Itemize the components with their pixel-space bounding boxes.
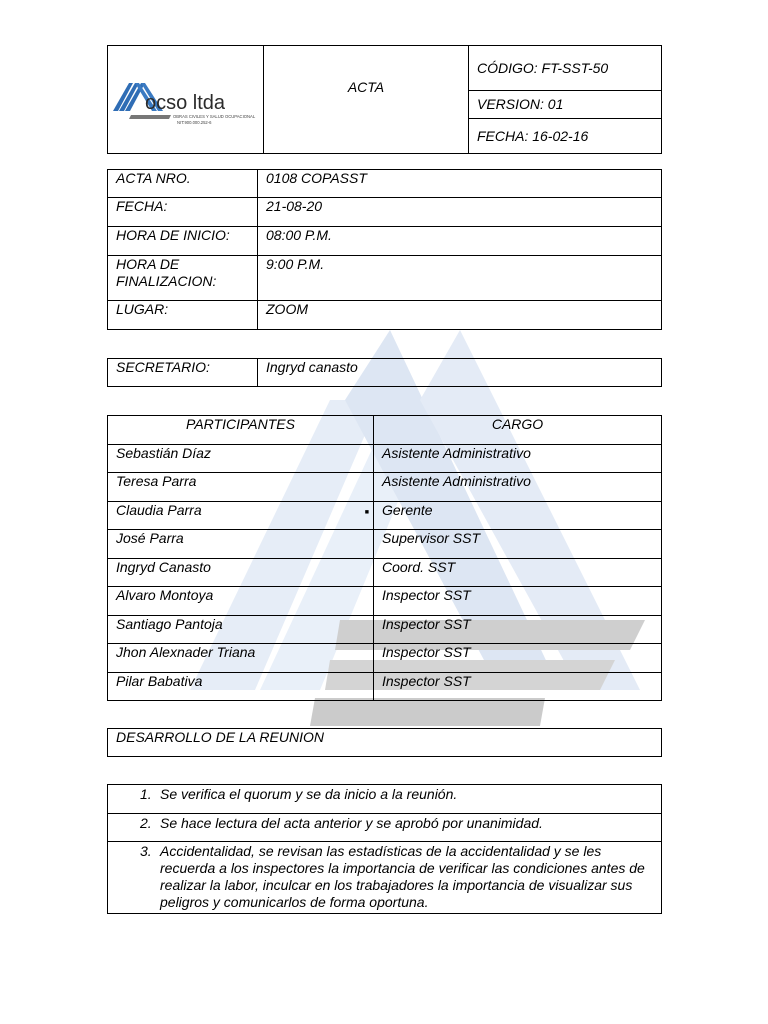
participant-name: Santiago Pantoja [108, 615, 374, 644]
info-value: 9:00 P.M. [258, 256, 662, 301]
column-header-cargo: CARGO [374, 416, 662, 445]
info-label: LUGAR: [108, 301, 258, 330]
item-text: Accidentalidad, se revisan las estadísticas de la accidentalidad y se les recuerda a los inspectores la importancia de verificar las condiciones antes de realizar la labor, inculcar en los trabajadores la importancia de visualizar sus peligros y comunicarlos de forma oportuna. [160, 843, 645, 910]
participant-name: Pilar Babativa [108, 672, 374, 701]
table-row [108, 558, 662, 587]
column-header-participants: PARTICIPANTES [108, 416, 374, 445]
item-number: 3. [140, 843, 152, 859]
table-row [108, 444, 662, 473]
agenda-item [108, 785, 662, 814]
participant-cargo: Inspector SST [374, 672, 662, 701]
secretary-label: SECRETARIO: [108, 359, 258, 387]
development-section [107, 728, 662, 757]
logo-nit: NIT:900.000.252-6 [176, 119, 211, 125]
table-row [108, 359, 662, 387]
item-text: Se verifica el quorum y se da inicio a la reunión. [160, 786, 458, 802]
participant-cargo: Inspector SST [374, 587, 662, 616]
table-row [108, 615, 662, 644]
table-row [108, 473, 662, 502]
info-label: HORA DE FINALIZACION: [108, 256, 258, 301]
participant-name: Teresa Parra [108, 473, 374, 502]
document-code: CÓDIGO: FT-SST-50 [469, 46, 662, 91]
logo-cell [108, 46, 264, 154]
participant-cargo: Gerente [374, 501, 662, 530]
participant-name: José Parra [108, 530, 374, 559]
info-value: 08:00 P.M. [258, 227, 662, 256]
section-title: DESARROLLO DE LA REUNION [108, 729, 662, 757]
participant-name: Claudia Parra [116, 501, 202, 518]
table-header-row [108, 416, 662, 445]
participant-cargo: Inspector SST [374, 644, 662, 673]
table-row [108, 644, 662, 673]
agenda-item [108, 814, 662, 842]
table-row [108, 814, 662, 842]
participants-table [107, 415, 662, 701]
table-row [108, 256, 662, 301]
table-row [108, 501, 662, 530]
table-row [108, 227, 662, 256]
participant-cargo: Coord. SST [374, 558, 662, 587]
participant-cargo: Asistente Administrativo [374, 473, 662, 502]
agenda-item [108, 842, 662, 914]
secretary-value: Ingryd canasto [258, 359, 662, 387]
document-header [107, 45, 662, 154]
info-label: FECHA: [108, 198, 258, 227]
agenda-points-table [107, 784, 662, 914]
table-row [108, 170, 662, 198]
table-row [108, 198, 662, 227]
logo-tagline: OBRAS CIVILES Y SALUD OCUPACIONAL [172, 113, 255, 119]
table-row [108, 785, 662, 814]
participant-name: Alvaro Montoya [108, 587, 374, 616]
table-row [108, 530, 662, 559]
participant-cargo: Inspector SST [374, 615, 662, 644]
participant-cargo: Supervisor SST [374, 530, 662, 559]
logo-name: ocso ltda [144, 91, 225, 114]
info-label: HORA DE INICIO: [108, 227, 258, 256]
item-number: 1. [140, 786, 152, 802]
secretary-table [107, 358, 662, 387]
participant-name-cell [108, 501, 374, 530]
info-value: ZOOM [258, 301, 662, 330]
participant-cargo: Asistente Administrativo [374, 444, 662, 473]
item-text: Se hace lectura del acta anterior y se aprobó por unanimidad. [160, 815, 543, 831]
item-number: 2. [140, 815, 152, 831]
info-value: 21-08-20 [258, 198, 662, 227]
table-row [108, 587, 662, 616]
meeting-info-table [107, 169, 662, 330]
bullet-mark: ■ [364, 508, 369, 516]
table-row [108, 842, 662, 914]
table-row [108, 301, 662, 330]
document-title: ACTA [264, 46, 469, 154]
table-row [108, 672, 662, 701]
document-date: FECHA: 16-02-16 [469, 119, 662, 154]
document-version: VERSION: 01 [469, 91, 662, 119]
info-value: 0108 COPASST [258, 170, 662, 198]
info-label: ACTA NRO. [108, 170, 258, 198]
participant-name: Sebastián Díaz [108, 444, 374, 473]
participant-name: Ingryd Canasto [108, 558, 374, 587]
participant-name: Jhon Alexnader Triana [108, 644, 374, 673]
company-logo [111, 65, 261, 131]
